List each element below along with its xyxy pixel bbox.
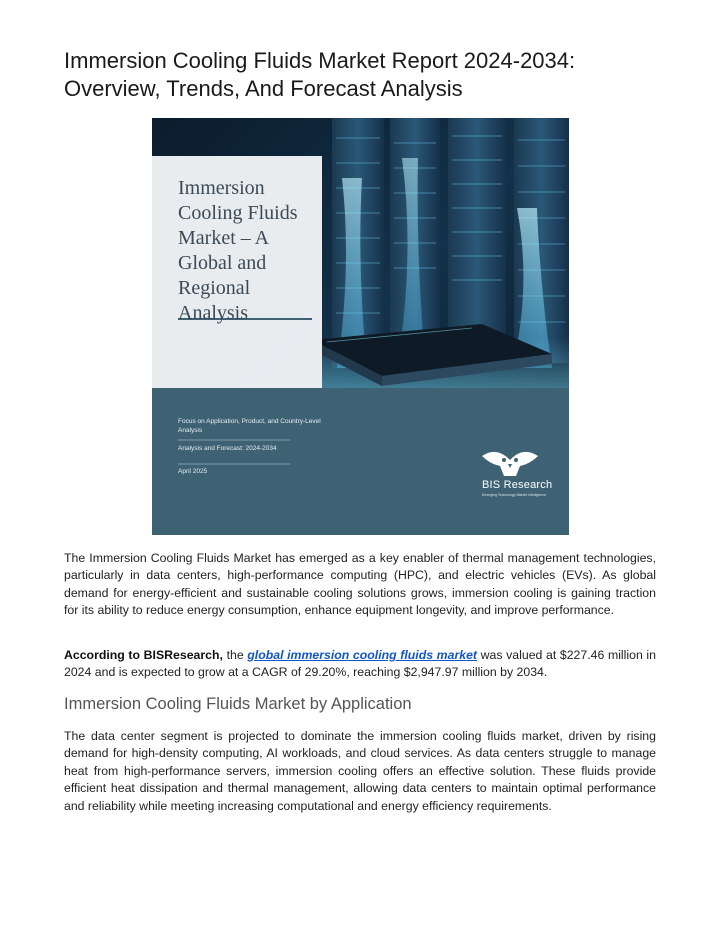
market-report-link[interactable]: global immersion cooling fluids market [247,648,478,662]
cover-date: April 2025 [178,468,208,475]
cover-analysis-period: Analysis and Forecast: 2024-2034 [178,445,277,452]
source-attribution: According to BISResearch, [64,648,223,662]
brand-tagline: Emerging Technology Market Intelligence [482,493,546,497]
finding-paragraph [64,647,656,682]
report-cover-image [152,118,569,535]
document-title: Immersion Cooling Fluids Market Report 2024-2034: Overview, Trends, And Forecast Analysis [64,48,576,101]
finding-pre-link: the [222,648,248,662]
section-heading: Immersion Cooling Fluids Market by Application [64,695,412,713]
brand-name: BIS Research [482,479,553,491]
cover-subtitle: Focus on Application, Product, and Country-Level Analysis [178,418,321,434]
cover-title: Immersion Cooling Fluids Market – A Global and Regional Analysis [178,177,298,324]
application-paragraph: The data center segment is projected to dominate the immersion cooling fluids market, driven by rising demand for high-density computing, AI workloads, and cloud services. As data centers struggle to manage heat from high-performance servers, immersion cooling offers an effective solution. These fluids provide efficient heat dissipation and thermal management, allowing data centers to maintain optimal performance and reliability while meeting increasing computational and energy efficiency requirements. [64,729,656,813]
finding-statistics: was valued at $227.46 million in 2024 and is expected to grow at a CAGR of 29.20%, reaching $2,947.97 million by 2034. [64,648,656,680]
intro-paragraph: The Immersion Cooling Fluids Market has emerged as a key enabler of thermal management technologies, particularly in data centers, high-performance computing (HPC), and electric vehicles (EVs). As global demand for energy-efficient and sustainable cooling solutions grows, immersion cooling is gaining traction for its ability to reduce energy consumption, enhance equipment longevity, and improve performance. [64,551,656,618]
